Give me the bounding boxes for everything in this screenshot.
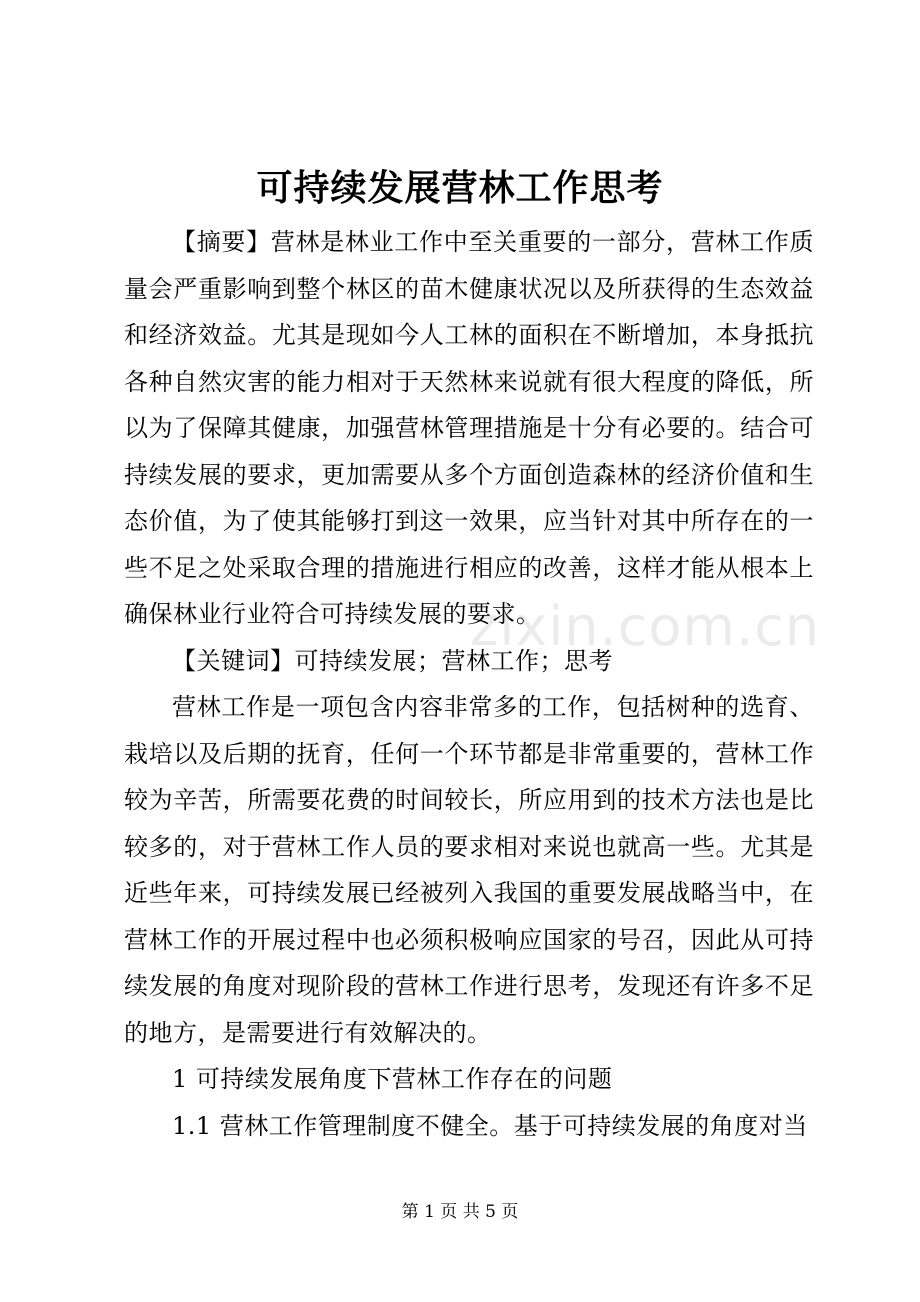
document-body [124,219,814,1149]
page-footer: 第 1 页 共 5 页 [401,1202,519,1222]
watermark: zixin.com.cn [470,595,821,658]
intro-paragraph: 营林工作是一项包含内容非常多的工作，包括树种的选育、栽培以及后期的抚育，任何一个环节都是非常重要的，营林工作较为辛苦，所需要花费的时间较长，所应用到的技术方法也是比较多的，对于营林工作人员的要求相对来说也就高一些。尤其是近些年来，可持续发展已经被列入我国的重要发展战略当中，在营林工作的开展过程中也必须积极响应国家的号召，因此从可持续发展的角度对现阶段的营林工作进行思考，发现还有许多不足的地方，是需要进行有效解决的。 [124,693,814,1047]
section-heading-1: 1 可持续发展角度下营林工作存在的问题 [172,1065,613,1093]
document-title: 可持续发展营林工作思考 [256,167,664,209]
abstract-paragraph: 【摘要】营林是林业工作中至关重要的一部分，营林工作质量会严重影响到整个林区的苗木健康状况以及所获得的生态效益和经济效益。尤其是现如今人工林的面积在不断增加，本身抵抗各种自然灾害的能力相对于天然林来说就有很大程度的降低，所以为了保障其健康，加强营林管理措施是十分有必要的。结合可持续发展的要求，更加需要从多个方面创造森林的经济价值和生态价值，为了使其能够打到这一效果，应当针对其中所存在的一些不足之处采取合理的措施进行相应的改善，这样才能从根本上确保林业行业符合可持续发展的要求。 [124,228,814,628]
subsection-paragraph-1-1: 1.1 营林工作管理制度不健全。基于可持续发展的角度对当 [172,1111,808,1140]
keywords-paragraph: 【关键词】可持续发展；营林工作；思考 [172,646,613,675]
